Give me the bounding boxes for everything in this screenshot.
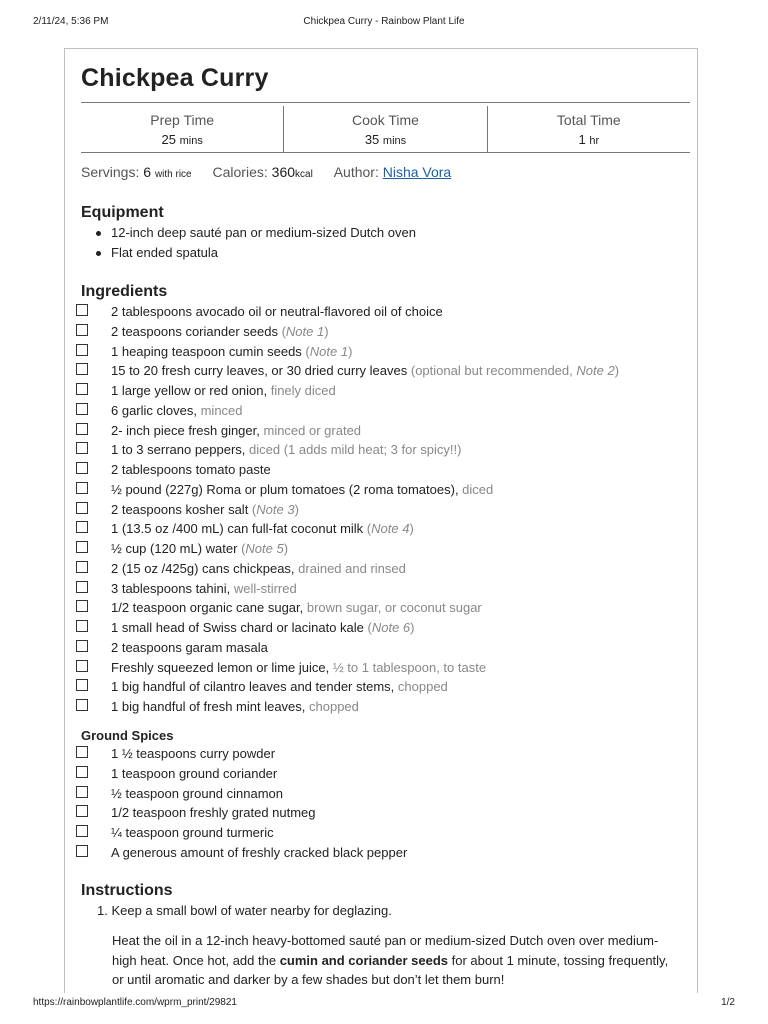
ingredient-item xyxy=(76,638,619,658)
ingredient-notes: well-stirred xyxy=(230,580,297,596)
ingredient-item xyxy=(76,764,407,784)
servings-unit: with rice xyxy=(154,169,192,180)
ingredient-text: ¼ teaspoon ground turmeric xyxy=(111,825,274,840)
instructions-heading: Instructions xyxy=(81,882,173,899)
total-time xyxy=(487,106,690,152)
checkbox-icon[interactable] xyxy=(76,805,88,817)
ingredient-notes: chopped xyxy=(305,699,359,714)
instruction-step-paragraph xyxy=(112,931,672,990)
checkbox-icon[interactable] xyxy=(76,766,88,778)
ingredient-text: ½ cup (120 mL) water xyxy=(111,541,238,556)
ingredient-text: 2 teaspoons coriander seeds xyxy=(111,323,278,339)
ingredient-text: Freshly squeezed lemon or lime juice, xyxy=(111,659,330,675)
ingredients-list xyxy=(76,302,619,717)
ingredient-item xyxy=(76,803,407,823)
prep-time-value xyxy=(81,132,283,147)
ingredient-text: ½ teaspoon ground cinnamon xyxy=(111,785,284,801)
ingredient-text: 2 (15 oz /425g) cans chickpeas, xyxy=(111,560,295,576)
checkbox-icon[interactable] xyxy=(76,845,88,857)
equipment-heading: Equipment xyxy=(81,204,164,221)
ingredient-notes: ½ to 1 tablespoon, to taste xyxy=(329,659,487,675)
ingredient-notes: brown sugar, or coconut sugar xyxy=(303,600,482,616)
ingredient-item xyxy=(76,618,619,638)
equipment-item xyxy=(81,223,416,243)
ingredient-notes: (Note 5) xyxy=(237,541,289,556)
ingredients-heading: Ingredients xyxy=(81,283,168,300)
checkbox-icon[interactable] xyxy=(76,679,88,691)
total-time-number: 1 xyxy=(578,132,586,147)
ingredient-item xyxy=(76,697,619,717)
ingredient-item xyxy=(76,401,619,421)
author-link[interactable]: Nisha Vora xyxy=(382,164,452,180)
equipment-item-text: Flat ended spatula xyxy=(111,244,218,260)
checkbox-icon[interactable] xyxy=(76,561,88,573)
ingredient-notes: (Note 3) xyxy=(248,501,299,517)
servings xyxy=(81,164,196,180)
prep-time-unit: mins xyxy=(179,135,203,147)
ingredient-item xyxy=(76,361,619,381)
ingredient-item xyxy=(76,500,619,520)
ingredient-item xyxy=(76,302,619,322)
checkbox-icon[interactable] xyxy=(76,825,88,837)
servings-label: Servings: xyxy=(81,164,140,180)
cook-time-number: 35 xyxy=(364,132,380,147)
checkbox-icon[interactable] xyxy=(76,541,88,553)
ingredient-text: 3 tablespoons tahini, xyxy=(111,580,231,596)
author-label: Author: xyxy=(333,164,379,180)
ingredient-text: 1 large yellow or red onion, xyxy=(111,383,268,398)
ingredient-item xyxy=(76,823,407,843)
checkbox-icon[interactable] xyxy=(76,699,88,711)
ingredient-item xyxy=(76,843,407,863)
ingredient-notes: (optional but recommended, Note 2) xyxy=(407,363,620,379)
checkbox-icon[interactable] xyxy=(76,786,88,798)
ingredient-text: 1 big handful of cilantro leaves and tender stems, xyxy=(111,679,395,695)
ingredient-notes: minced xyxy=(196,402,243,418)
checkbox-icon[interactable] xyxy=(76,442,88,454)
servings-value: 6 xyxy=(143,164,152,180)
ingredient-text: 6 garlic cloves, xyxy=(111,402,197,418)
print-page-title: Chickpea Curry - Rainbow Plant Life xyxy=(303,16,465,27)
print-date: 2/11/24, 5:36 PM xyxy=(33,16,109,27)
ingredient-text: 2 teaspoons garam masala xyxy=(111,639,268,655)
checkbox-icon[interactable] xyxy=(76,581,88,593)
checkbox-icon[interactable] xyxy=(76,600,88,612)
prep-time-number: 25 xyxy=(161,132,176,147)
bullet-icon xyxy=(96,251,101,256)
cook-time-label: Cook Time xyxy=(352,112,419,128)
ingredient-text: 15 to 20 fresh curry leaves, or 30 dried curry leaves xyxy=(111,363,408,379)
ingredient-text: 2 teaspoons kosher salt xyxy=(111,501,249,517)
instruction-bold-text: cumin and coriander seeds xyxy=(279,952,449,968)
times-divider xyxy=(81,152,690,153)
recipe-title: Chickpea Curry xyxy=(81,64,269,92)
title-divider xyxy=(81,102,690,103)
ingredient-text: 1/2 teaspoon freshly grated nutmeg xyxy=(111,805,316,821)
checkbox-icon[interactable] xyxy=(76,660,88,672)
ingredient-item xyxy=(76,658,619,678)
ingredient-text: 1 teaspoon ground coriander xyxy=(111,765,278,781)
ingredient-item xyxy=(76,539,619,559)
ingredient-text: 1 ½ teaspoons curry powder xyxy=(111,746,276,761)
ingredient-item xyxy=(76,460,619,480)
total-time-unit: hr xyxy=(589,135,600,147)
ingredient-item xyxy=(76,322,619,342)
ingredient-notes: chopped xyxy=(394,679,448,695)
equipment-list xyxy=(81,223,416,262)
checkbox-icon[interactable] xyxy=(76,462,88,474)
calories-unit: kcal xyxy=(295,169,313,180)
checkbox-icon[interactable] xyxy=(76,620,88,632)
ingredient-item xyxy=(76,579,619,599)
checkbox-icon[interactable] xyxy=(76,423,88,435)
ingredient-item xyxy=(76,598,619,618)
ingredient-item xyxy=(76,559,619,579)
print-url: https://rainbowplantlife.com/wprm_print/29821 xyxy=(33,997,237,1008)
instruction-text: Heat the oil in a 12-inch heavy-bottomed sauté pan or medium-sized Dutch oven over medium-high heat. Once hot, add the xyxy=(112,933,659,968)
ingredient-item xyxy=(76,744,407,764)
bullet-icon xyxy=(96,231,101,236)
ingredient-text: 1 (13.5 oz /400 mL) can full-fat coconut milk xyxy=(111,521,364,537)
prep-time xyxy=(81,106,283,152)
ingredient-text: 1 small head of Swiss chard or lacinato kale xyxy=(111,620,364,635)
ingredient-notes: (Note 4) xyxy=(363,521,414,537)
checkbox-icon[interactable] xyxy=(76,304,88,316)
ingredient-item xyxy=(76,784,407,804)
recipe-times xyxy=(81,106,690,152)
ingredient-notes: (Note 1) xyxy=(301,343,353,359)
ingredient-item xyxy=(76,480,619,500)
ingredient-notes: finely diced xyxy=(267,383,336,398)
ground-spices-heading: Ground Spices xyxy=(81,728,174,743)
equipment-item xyxy=(81,243,416,263)
cook-time-unit: mins xyxy=(382,135,407,147)
ingredient-text: 2 tablespoons avocado oil or neutral-flavored oil of choice xyxy=(111,304,443,319)
ingredient-item xyxy=(76,440,619,460)
print-page-number: 1/2 xyxy=(721,997,735,1008)
instruction-text-end: for about 1 minute, tossing frequently, or until aromatic and darker by a few shades but don’t let them burn! xyxy=(112,952,669,987)
ground-spices-list xyxy=(76,744,407,863)
ingredient-notes: (Note 6) xyxy=(363,620,415,635)
cook-time-value xyxy=(284,132,486,147)
ingredient-notes: minced or grated xyxy=(259,422,362,438)
ingredient-item xyxy=(76,519,619,539)
checkbox-icon[interactable] xyxy=(76,363,88,375)
instruction-step-1: 1. Keep a small bowl of water nearby for deglazing. xyxy=(97,903,392,918)
ingredient-text: 2- inch piece fresh ginger, xyxy=(111,422,260,438)
recipe-meta xyxy=(81,164,468,180)
ingredient-text: A generous amount of freshly cracked black pepper xyxy=(111,844,408,860)
equipment-item-text: 12-inch deep sauté pan or medium-sized Dutch oven xyxy=(111,225,416,240)
checkbox-icon[interactable] xyxy=(76,324,88,336)
ingredient-notes: diced xyxy=(458,481,494,497)
calories-value: 360 xyxy=(271,164,296,180)
ingredient-item xyxy=(76,677,619,697)
checkbox-icon[interactable] xyxy=(76,502,88,514)
cook-time xyxy=(283,106,486,152)
ingredient-text: 1/2 teaspoon organic cane sugar, xyxy=(111,600,304,616)
checkbox-icon[interactable] xyxy=(76,746,88,758)
checkbox-icon[interactable] xyxy=(76,640,88,652)
checkbox-icon[interactable] xyxy=(76,521,88,533)
ingredient-text: ½ pound (227g) Roma or plum tomatoes (2 roma tomatoes), xyxy=(111,481,459,497)
prep-time-label: Prep Time xyxy=(150,112,215,128)
calories-label: Calories: xyxy=(212,164,268,180)
ingredient-text: 2 tablespoons tomato paste xyxy=(111,462,271,477)
total-time-value xyxy=(488,132,690,147)
ingredient-notes: drained and rinsed xyxy=(294,560,406,576)
ingredient-notes: diced (1 adds mild heat; 3 for spicy!!) xyxy=(245,442,462,458)
print-header xyxy=(33,16,735,30)
ingredient-notes: (Note 1) xyxy=(277,323,329,339)
ingredient-text: 1 heaping teaspoon cumin seeds xyxy=(111,343,302,359)
ingredient-item xyxy=(76,381,619,401)
ingredient-text: 1 big handful of fresh mint leaves, xyxy=(111,699,306,714)
checkbox-icon[interactable] xyxy=(76,482,88,494)
checkbox-icon[interactable] xyxy=(76,403,88,415)
recipe-card xyxy=(64,48,698,993)
author xyxy=(334,164,452,180)
total-time-label: Total Time xyxy=(556,112,621,128)
checkbox-icon[interactable] xyxy=(76,383,88,395)
checkbox-icon[interactable] xyxy=(76,344,88,356)
ingredient-text: 1 to 3 serrano peppers, xyxy=(111,442,246,458)
print-footer xyxy=(33,997,735,1011)
ingredient-item xyxy=(76,342,619,362)
ingredient-item xyxy=(76,421,619,441)
calories xyxy=(213,164,317,180)
